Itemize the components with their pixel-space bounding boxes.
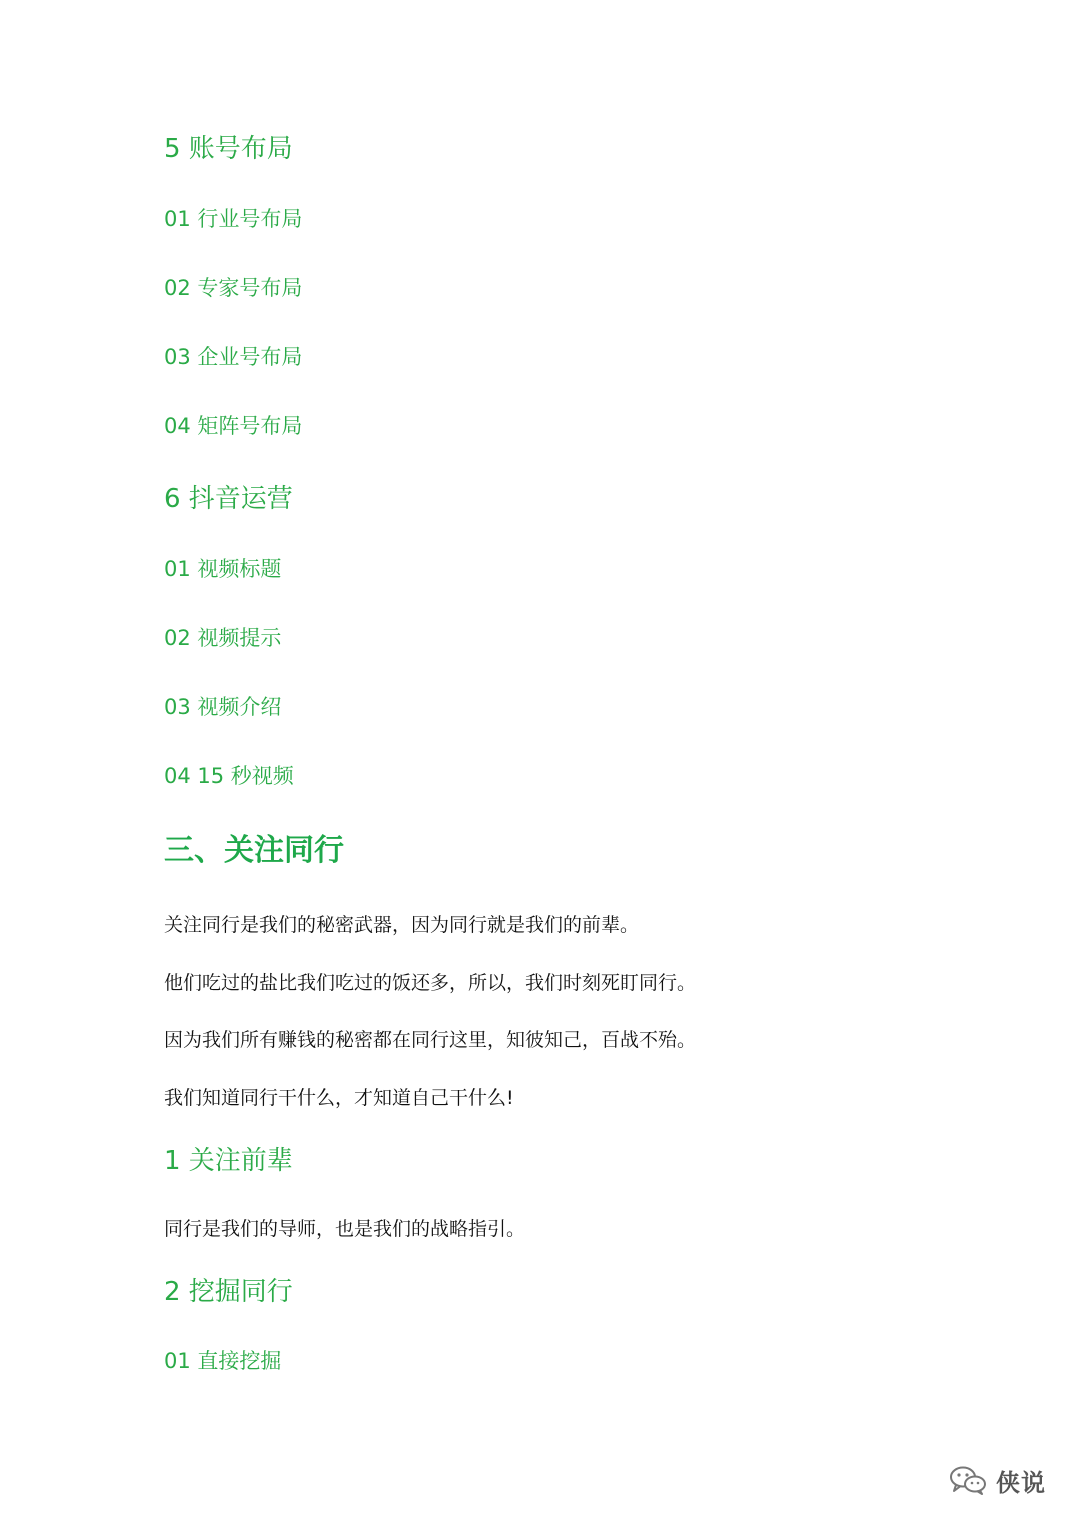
subheading-video-title: 01 视频标题 [164, 557, 282, 581]
paragraph: 因为我们所有赚钱的秘密都在同行这里，知彼知己，百战不殆。 [164, 1029, 697, 1051]
watermark [948, 1463, 1046, 1497]
heading-follow-predecessors: 1 关注前辈 [164, 1146, 293, 1176]
heading-follow-peers: 三、关注同行 [164, 833, 344, 868]
heading-account-layout: 5 账号布局 [164, 134, 293, 164]
wechat-icon [948, 1465, 988, 1495]
subheading-matrix-account: 04 矩阵号布局 [164, 414, 303, 438]
subheading-15s-video: 04 15 秒视频 [164, 764, 294, 788]
subheading-expert-account: 02 专家号布局 [164, 276, 303, 300]
subheading-industry-account: 01 行业号布局 [164, 207, 303, 231]
subheading-video-hint: 02 视频提示 [164, 626, 282, 650]
heading-douyin-operation: 6 抖音运营 [164, 484, 293, 514]
subheading-video-intro: 03 视频介绍 [164, 695, 282, 719]
watermark-text: 侠说 [996, 1468, 1046, 1497]
paragraph: 同行是我们的导师，也是我们的战略指引。 [164, 1218, 526, 1240]
heading-dig-peers: 2 挖掘同行 [164, 1277, 293, 1307]
subheading-direct-dig: 01 直接挖掘 [164, 1349, 282, 1373]
subheading-enterprise-account: 03 企业号布局 [164, 345, 303, 369]
paragraph: 关注同行是我们的秘密武器，因为同行就是我们的前辈。 [164, 914, 640, 936]
paragraph: 我们知道同行干什么，才知道自己干什么! [164, 1087, 514, 1109]
paragraph: 他们吃过的盐比我们吃过的饭还多，所以，我们时刻死盯同行。 [164, 972, 697, 994]
